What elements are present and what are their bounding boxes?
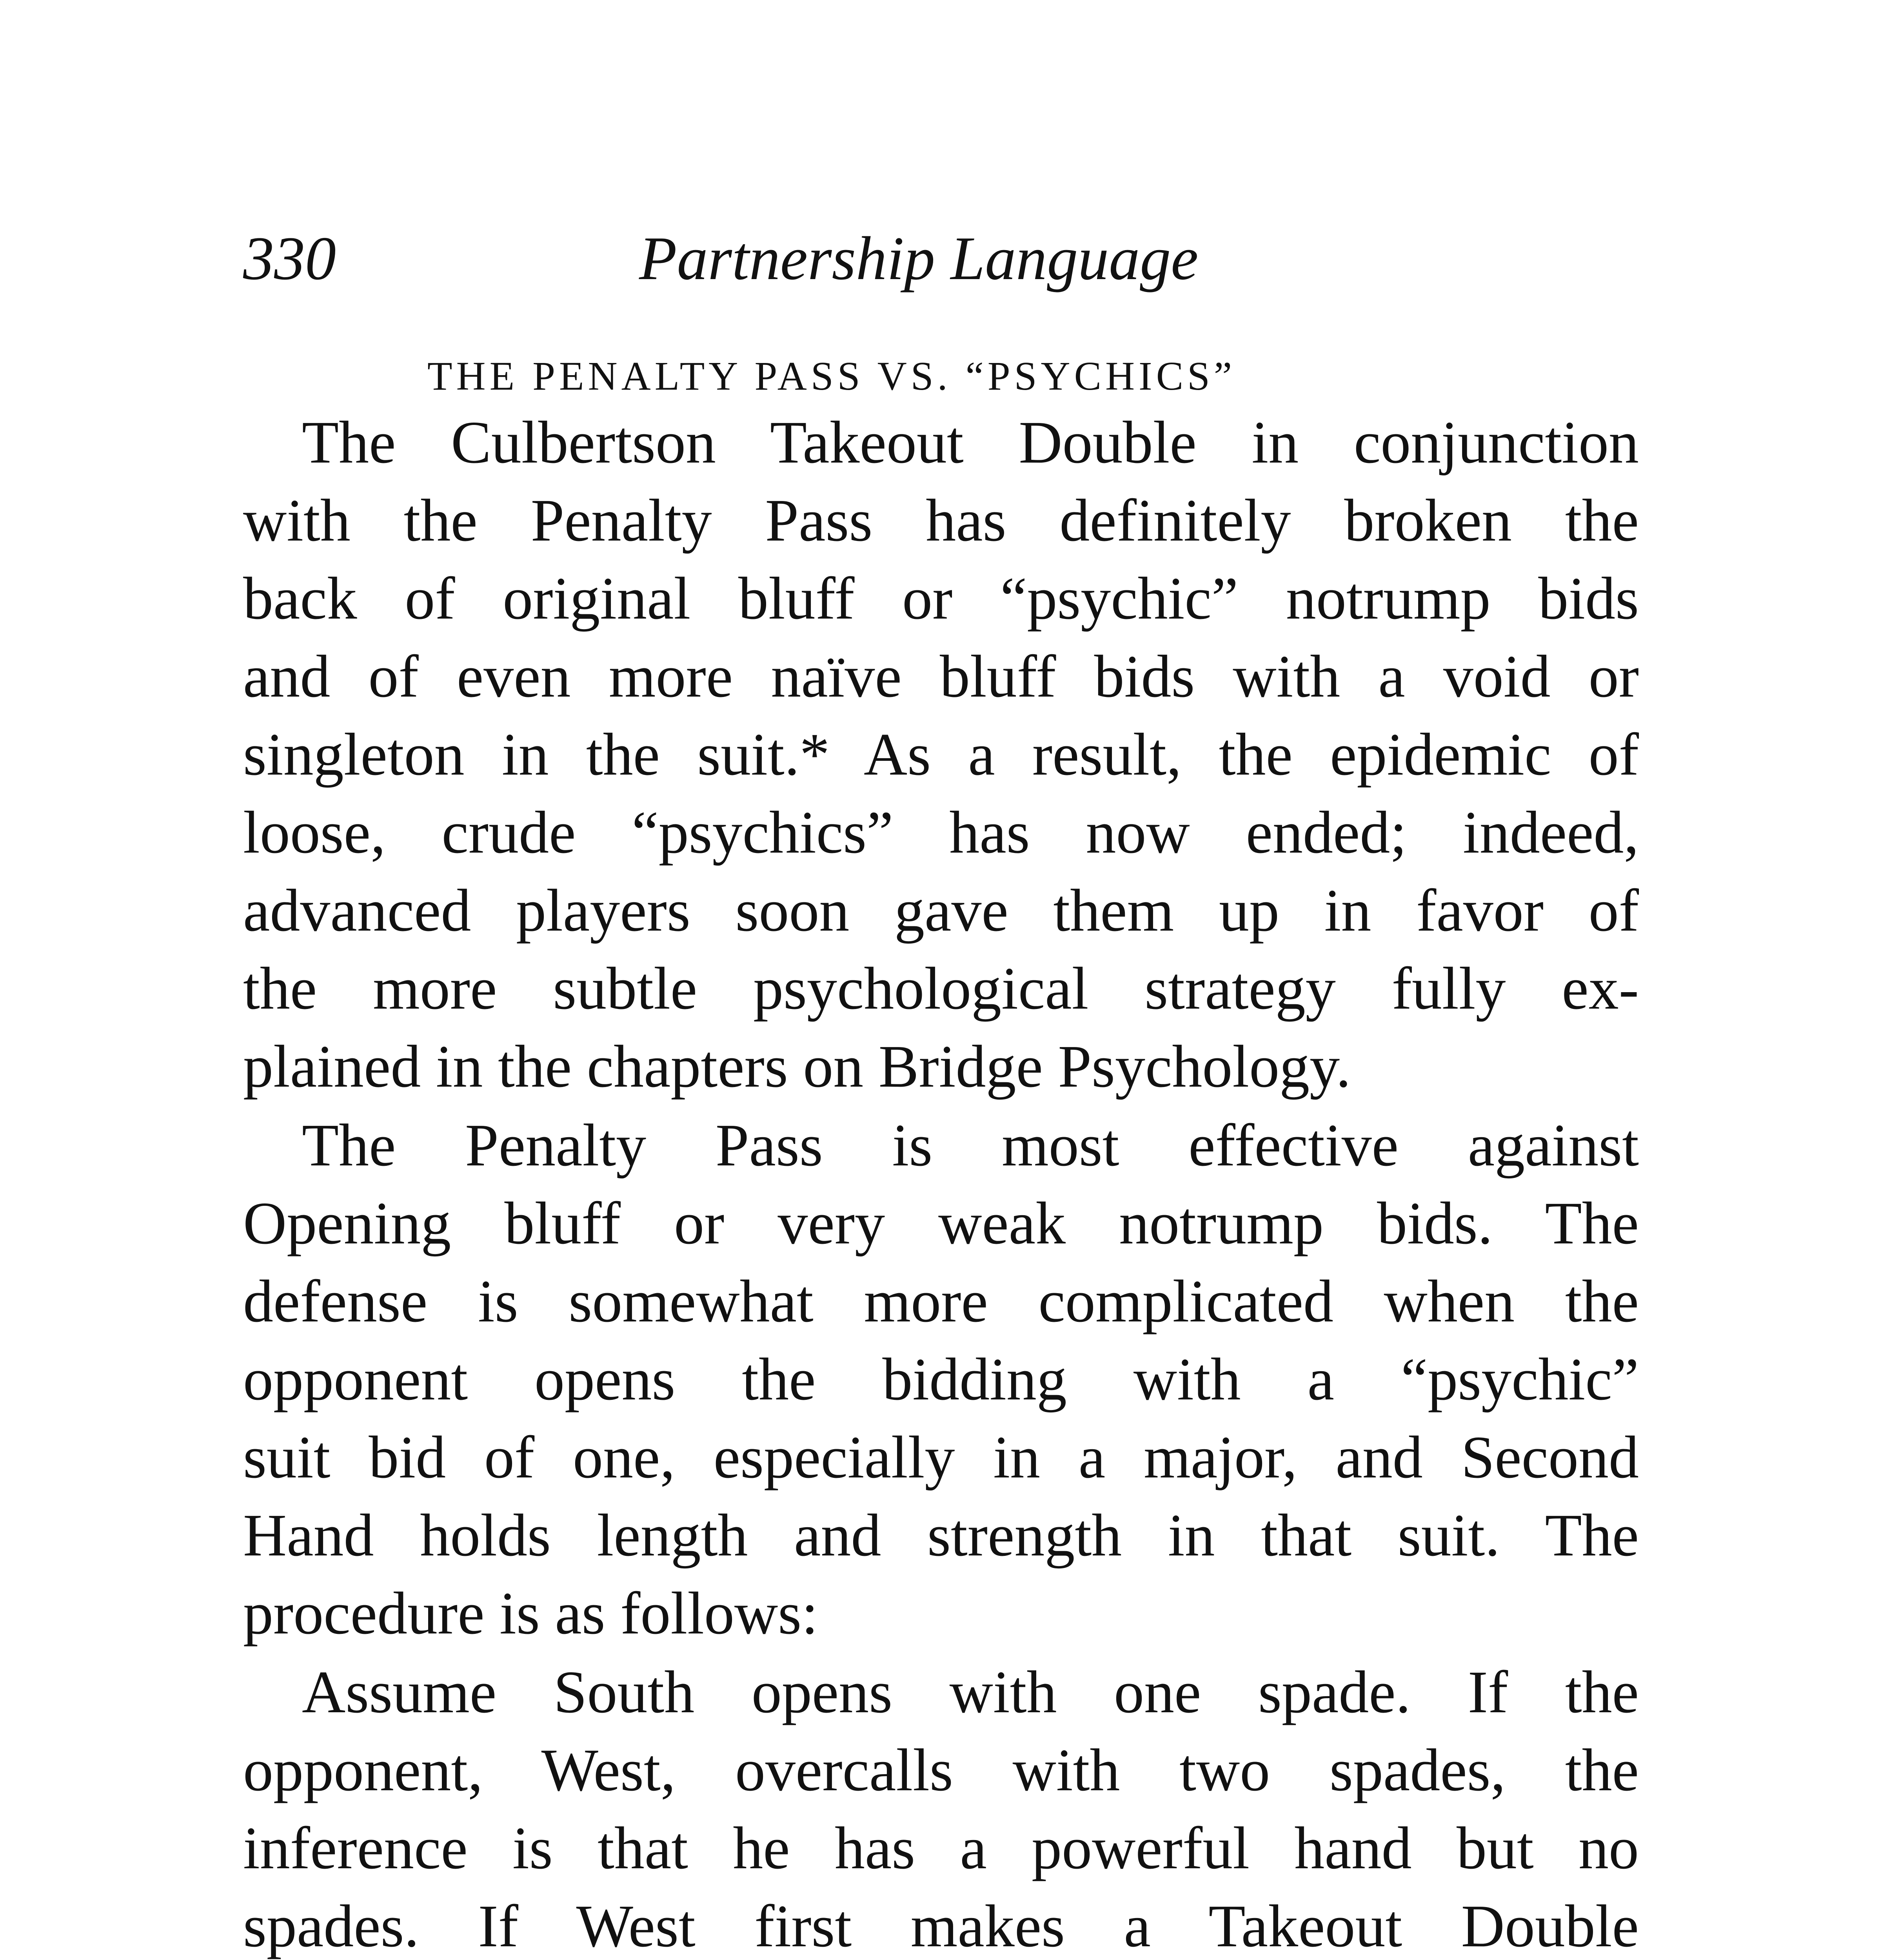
text-line: and of even more naïve bluff bids with a void or [243,643,1639,710]
text-line: plained in the chapters on Bridge Psychology. [243,1033,1351,1100]
text-line: Assume South opens with one spade. If the [302,1659,1639,1726]
text-line: Opening bluff or very weak notrump bids. The [243,1190,1639,1257]
text-line: with the Penalty Pass has definitely broken the [243,487,1639,554]
page-header [243,220,1655,306]
paragraph-3 [243,1653,1639,1960]
text-line: spades. If West first makes a Takeout Double [243,1893,1639,1960]
page-number: 330 [243,224,336,293]
body-text [243,404,1639,1960]
text-line: back of original bluff or “psychic” notrump bids [243,565,1639,632]
text-line: procedure is as follows: [243,1580,818,1647]
text-line: advanced players soon gave them up in favor of [243,877,1639,944]
text-line: inference is that he has a powerful hand but no [243,1815,1639,1882]
section-heading: THE PENALTY PASS VS. “PSYCHICS” [427,354,1236,399]
text-line: The Penalty Pass is most effective against [302,1112,1639,1179]
text-line: loose, crude “psychics” has now ended; indeed, [243,799,1639,866]
text-line: opponent opens the bidding with a “psychic” [243,1346,1639,1413]
paragraph-2 [243,1107,1639,1653]
text-line: defense is somewhat more complicated when the [243,1268,1639,1335]
text-line: Hand holds length and strength in that suit. The [243,1502,1639,1569]
running-head: Partnership Language [639,224,1199,293]
text-line: The Culbertson Takeout Double in conjunction [302,409,1639,476]
text-line: the more subtle psychological strategy fully ex- [243,955,1639,1022]
text-line: suit bid of one, especially in a major, and Second [243,1424,1639,1491]
paragraph-1 [243,404,1639,1106]
text-line: singleton in the suit.* As a result, the epidemic of [243,721,1639,788]
text-line: opponent, West, overcalls with two spades, the [243,1737,1639,1804]
